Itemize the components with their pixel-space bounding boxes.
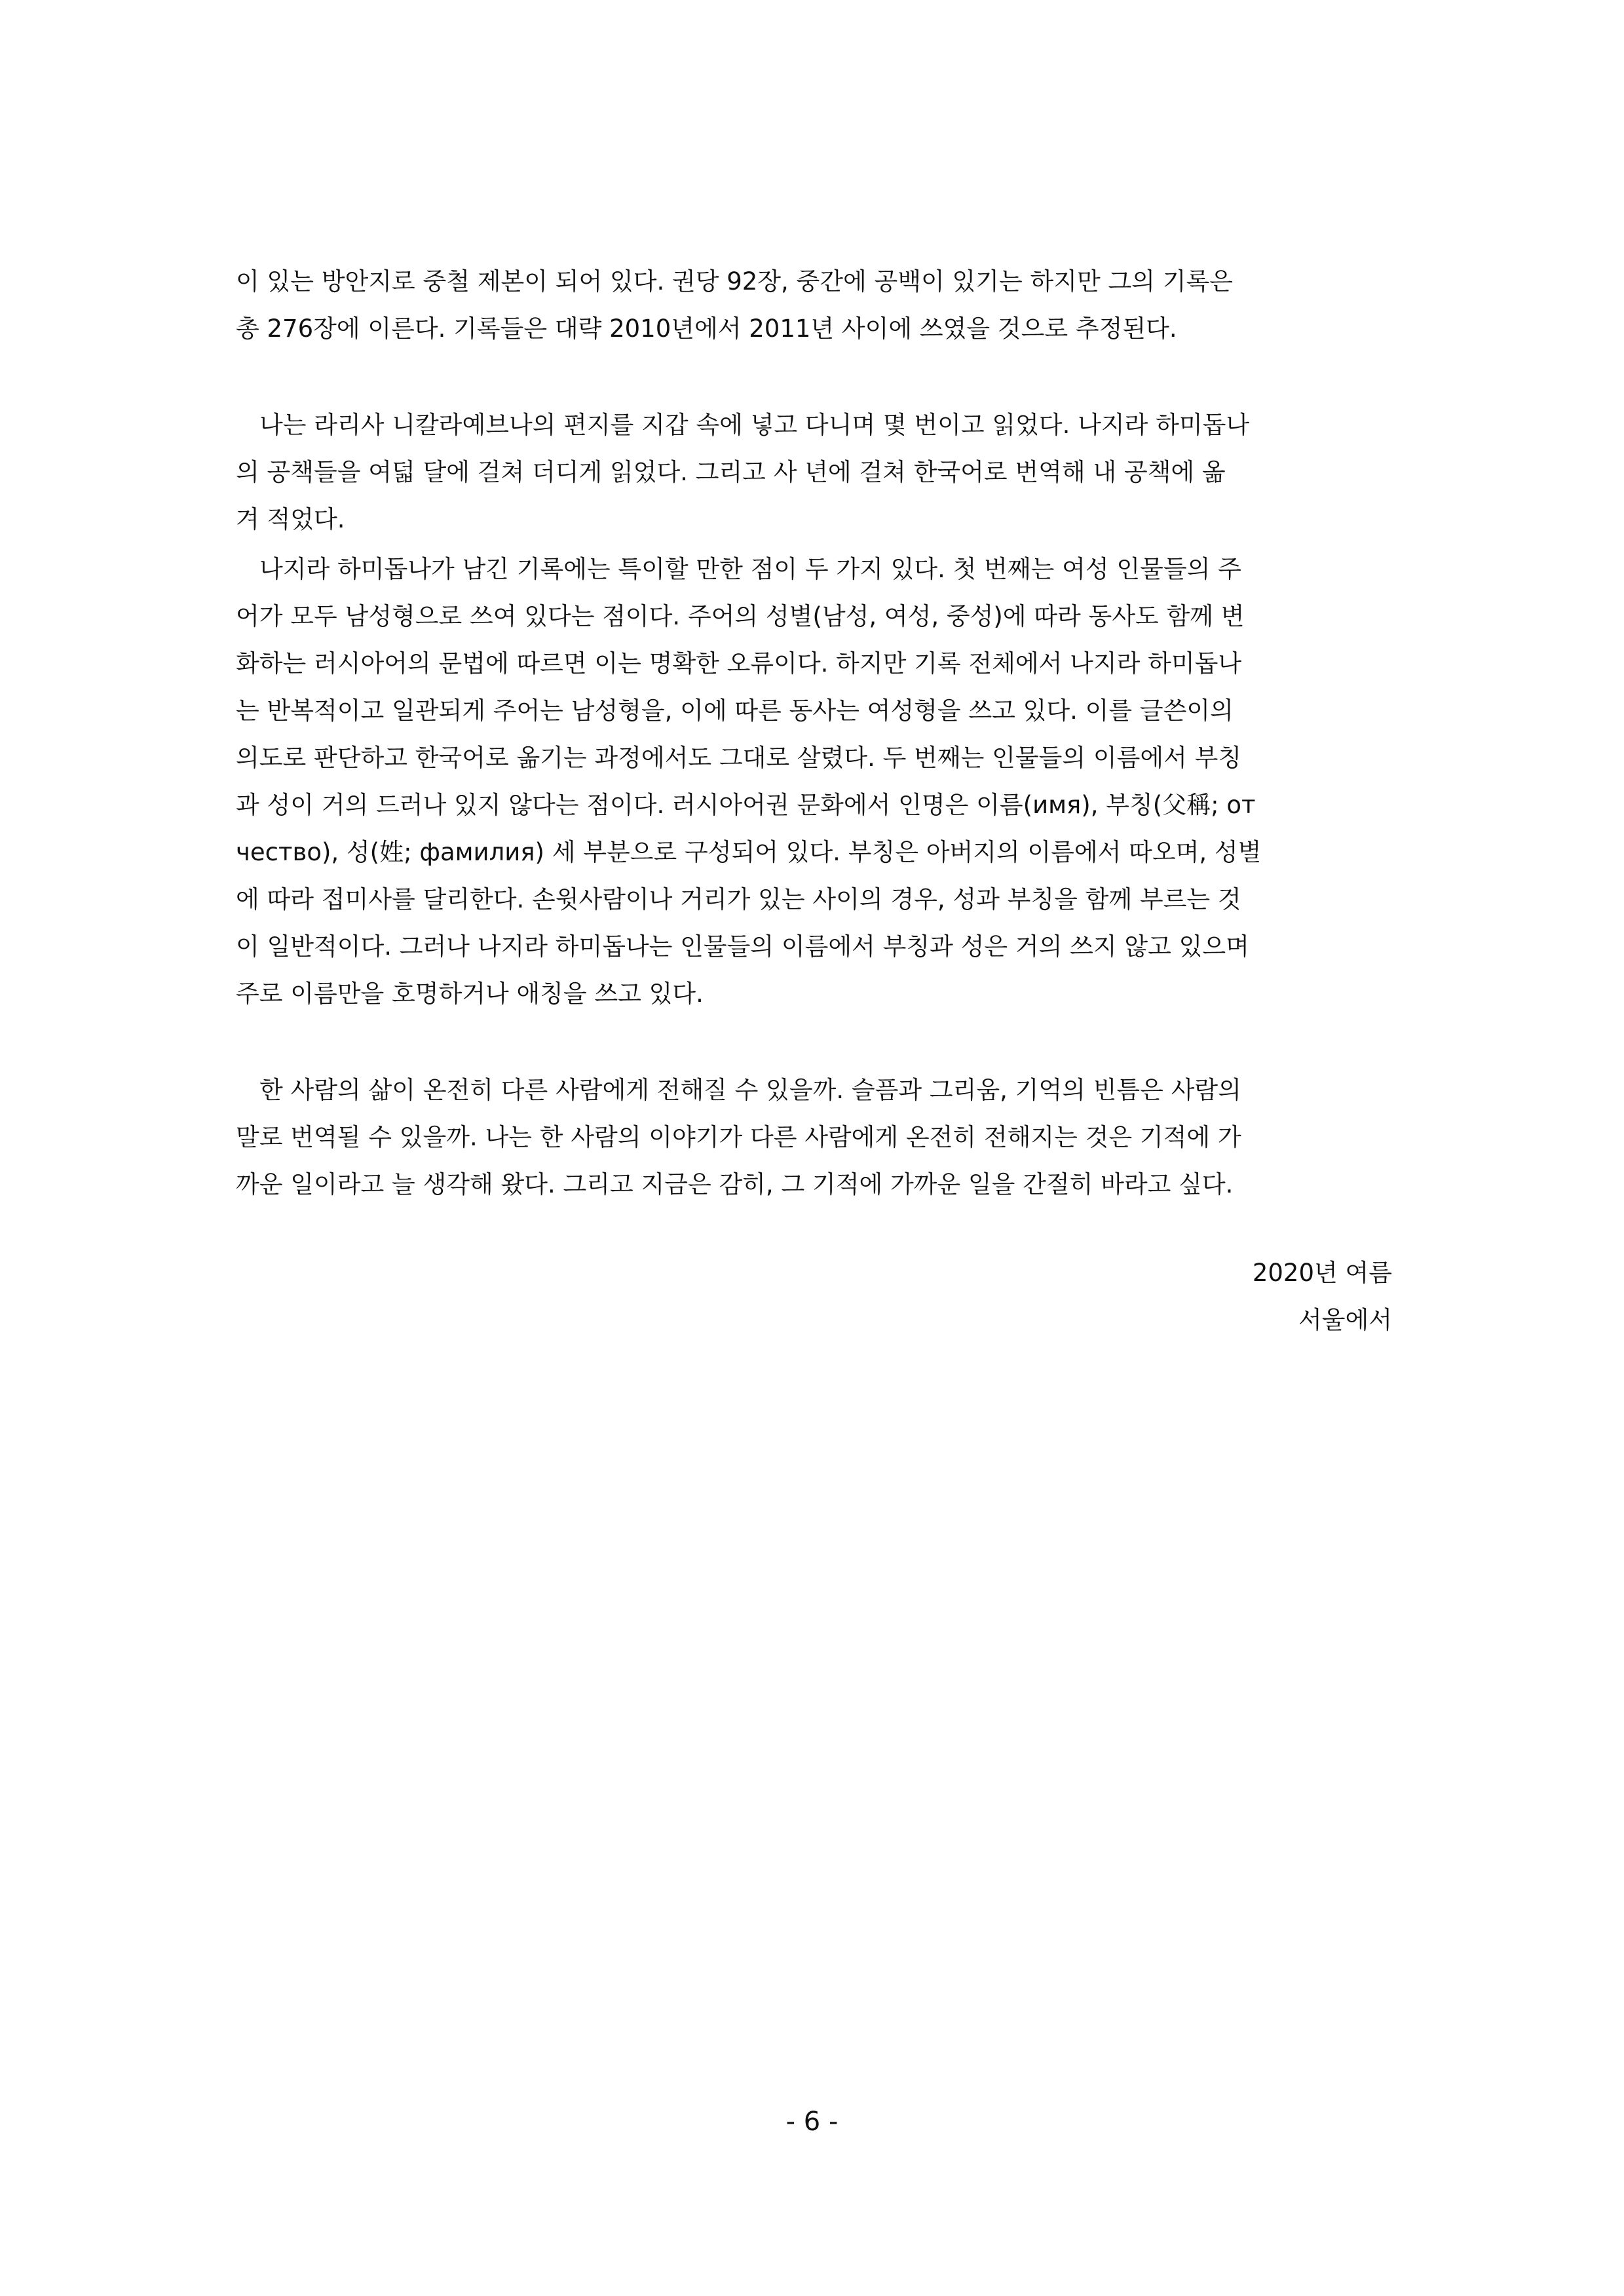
text-line: 어가 모두 남성형으로 쓰여 있다는 점이다. 주어의 성별(남성, 여성, 중성)에 따라 동사도 함께 변 [236,602,1245,630]
text-line: 겨 적었다. [236,505,345,533]
text-line: 말로 번역될 수 있을까. 나는 한 사람의 이야기가 다른 사람에게 온전히 전해지는 것은 기적에 가 [236,1123,1241,1151]
paragraph-2 [236,402,1392,543]
text-line: 에 따라 접미사를 달리한다. 손윗사람이나 거리가 있는 사이의 경우, 성과 부칭을 함께 부르는 것 [236,885,1241,913]
text-line: 이 일반적이다. 그러나 나지라 하미돕나는 인물들의 이름에서 부칭과 성은 거의 쓰지 않고 있으며 [236,932,1249,961]
signature-block [1253,1250,1392,1344]
paragraph-3 [236,546,1392,1018]
text-line: 총 276장에 이른다. 기록들은 대략 2010년에서 2011년 사이에 쓰였을 것으로 추정된다. [236,315,1177,343]
text-line: 나는 라리사 니칼라예브나의 편지를 지갑 속에 넣고 다니며 몇 번이고 읽었다. 나지라 하미돕나 [259,411,1250,439]
text-line: 화하는 러시아어의 문법에 따르면 이는 명확한 오류이다. 하지만 기록 전체에서 나지라 하미돕나 [236,649,1242,678]
text-line: 의도로 판단하고 한국어로 옮기는 과정에서도 그대로 살렸다. 두 번째는 인물들의 이름에서 부칭 [236,744,1242,772]
paragraph-4 [236,1067,1392,1208]
text-line: 의 공책들을 여덟 달에 걸쳐 더디게 읽었다. 그리고 사 년에 걸쳐 한국어로 번역해 내 공책에 옮 [236,458,1226,486]
paragraph-1 [236,258,1392,353]
page-number: - 6 - [785,2107,839,2137]
text-line: 이 있는 방안지로 중철 제본이 되어 있다. 권당 92장, 중간에 공백이 있기는 하지만 그의 기록은 [236,267,1233,296]
text-line: 나지라 하미돕나가 남긴 기록에는 특이할 만한 점이 두 가지 있다. 첫 번째는 여성 인물들의 주 [259,555,1241,583]
text-line: 과 성이 거의 드러나 있지 않다는 점이다. 러시아어권 문화에서 인명은 이름(имя), 부칭(父稱; от [236,791,1256,819]
signature-place: 서울에서 [1298,1306,1392,1334]
text-line: 는 반복적이고 일관되게 주어는 남성형을, 이에 따른 동사는 여성형을 쓰고 있다. 이를 글쓴이의 [236,697,1234,725]
signature-date: 2020년 여름 [1252,1259,1392,1287]
text-line: 한 사람의 삶이 온전히 다른 사람에게 전해질 수 있을까. 슬픔과 그리움, 기억의 빈틈은 사람의 [259,1076,1241,1104]
text-line: 주로 이름만을 호명하거나 애칭을 쓰고 있다. [236,980,704,1008]
text-line: чество), 성(姓; фамилия) 세 부분으로 구성되어 있다. 부칭은 아버지의 이름에서 따오며, 성별 [236,838,1262,866]
text-line: 까운 일이라고 늘 생각해 왔다. 그리고 지금은 감히, 그 기적에 가까운 일을 간절히 바라고 싶다. [236,1170,1234,1198]
